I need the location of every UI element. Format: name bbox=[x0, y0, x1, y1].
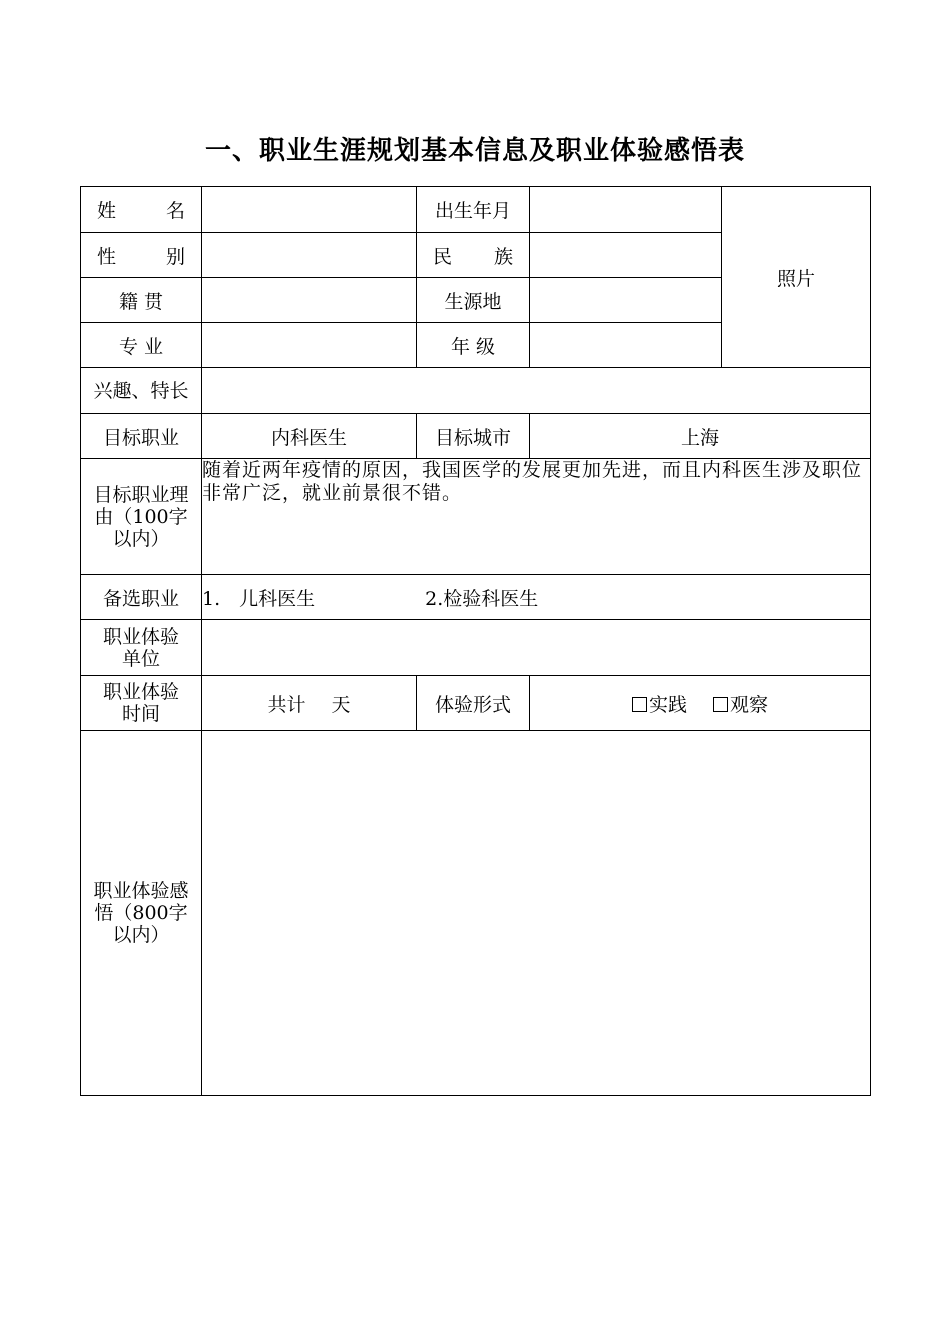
career-info-table bbox=[80, 186, 871, 1096]
hobby-label: 兴趣、特长 bbox=[81, 368, 202, 414]
grade-field[interactable] bbox=[530, 323, 722, 368]
alt-job-label: 备选职业 bbox=[81, 575, 202, 620]
ethnic-label: 民 族 bbox=[417, 233, 530, 278]
alt-job-1: 1. 儿科医生 bbox=[202, 587, 316, 610]
origin-label: 生源地 bbox=[417, 278, 530, 323]
unit-field[interactable] bbox=[202, 620, 871, 676]
hobby-field[interactable] bbox=[202, 368, 871, 414]
unit-label: 职业体验单位 bbox=[81, 620, 202, 676]
reason-label: 目标职业理由（100字以内） bbox=[81, 459, 202, 575]
reason-field[interactable]: 随着近两年疫情的原因，我国医学的发展更加先进，而且内科医生涉及职位非常广泛，就业前景很不错。 bbox=[202, 459, 871, 575]
name-label: 姓 名 bbox=[81, 187, 202, 233]
major-field[interactable] bbox=[202, 323, 417, 368]
birth-label: 出生年月 bbox=[417, 187, 530, 233]
ethnic-field[interactable] bbox=[530, 233, 722, 278]
target-city-label: 目标城市 bbox=[417, 414, 530, 459]
time-total-label: 共计 bbox=[267, 693, 306, 716]
gender-label: 性 别 bbox=[81, 233, 202, 278]
insight-label: 职业体验感悟（800字以内） bbox=[81, 731, 202, 1096]
target-job-label: 目标职业 bbox=[81, 414, 202, 459]
time-label: 职业体验时间 bbox=[81, 676, 202, 731]
major-label: 专 业 bbox=[81, 323, 202, 368]
target-city-field[interactable]: 上海 bbox=[530, 414, 871, 459]
birth-field[interactable] bbox=[530, 187, 722, 233]
practice-label: 实践 bbox=[648, 693, 687, 716]
observe-checkbox[interactable] bbox=[713, 697, 728, 712]
practice-checkbox[interactable] bbox=[632, 697, 647, 712]
alt-job-field[interactable] bbox=[202, 575, 871, 620]
photo-area[interactable]: 照片 bbox=[722, 187, 871, 368]
grade-label: 年 级 bbox=[417, 323, 530, 368]
gender-field[interactable] bbox=[202, 233, 417, 278]
target-job-field[interactable]: 内科医生 bbox=[202, 414, 417, 459]
name-field[interactable] bbox=[202, 187, 417, 233]
observe-label: 观察 bbox=[730, 693, 769, 716]
form-label: 体验形式 bbox=[417, 676, 530, 731]
time-unit-label: 天 bbox=[331, 693, 351, 716]
native-label: 籍 贯 bbox=[81, 278, 202, 323]
page-title: 一、职业生涯规划基本信息及职业体验感悟表 bbox=[204, 136, 745, 166]
insight-field[interactable] bbox=[202, 731, 871, 1096]
form-options bbox=[530, 676, 871, 731]
origin-field[interactable] bbox=[530, 278, 722, 323]
alt-job-2: 2.检验科医生 bbox=[425, 587, 539, 610]
time-field[interactable] bbox=[202, 676, 417, 731]
native-field[interactable] bbox=[202, 278, 417, 323]
